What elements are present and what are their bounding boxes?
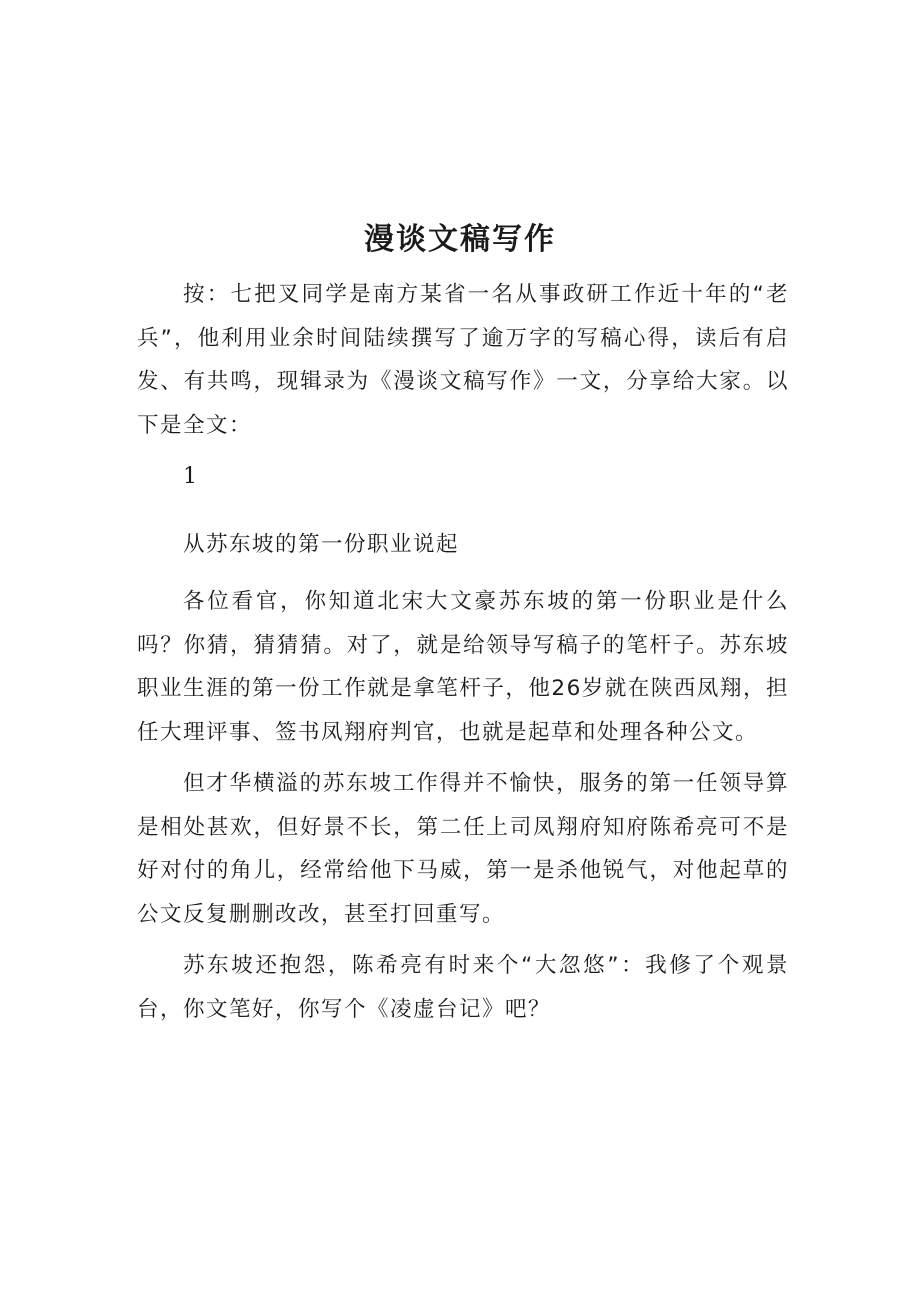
body-paragraph: 苏东坡还抱怨，陈希亮有时来个“大忽悠”：我修了个观景台，你文笔好，你写个《凌虚台记》吧？ xyxy=(137,953,789,1022)
document-body xyxy=(137,273,789,1039)
body-paragraph: 各位看官，你知道北宋大文豪苏东坡的第一份职业是什么吗？你猜，猜猜猜。对了，就是给领导写稿子的笔杆子。苏东坡职业生涯的第一份工作就是拿笔杆子，他26岁就在陕西凤翔，担任大理评事、签书凤翔府判官，也就是起草和处理各种公文。 xyxy=(137,589,789,745)
section-heading: 从苏东坡的第一份职业说起 xyxy=(183,531,460,557)
document-title: 漫谈文稿写作 xyxy=(364,222,556,257)
section-number: 1 xyxy=(183,464,199,489)
intro-paragraph: 按：七把叉同学是南方某省一名从事政研工作近十年的“老兵”，他利用业余时间陆续撰写了逾万字的写稿心得，读后有启发、有共鸣，现辑录为《漫谈文稿写作》一文，分享给大家。以下是全文： xyxy=(137,282,789,438)
body-paragraph: 但才华横溢的苏东坡工作得并不愉快，服务的第一任领导算是相处甚欢，但好景不长，第二任上司凤翔府知府陈希亮可不是好对付的角儿，经常给他下马威，第一是杀他锐气，对他起草的公文反复删删改改，甚至打回重写。 xyxy=(137,771,789,927)
